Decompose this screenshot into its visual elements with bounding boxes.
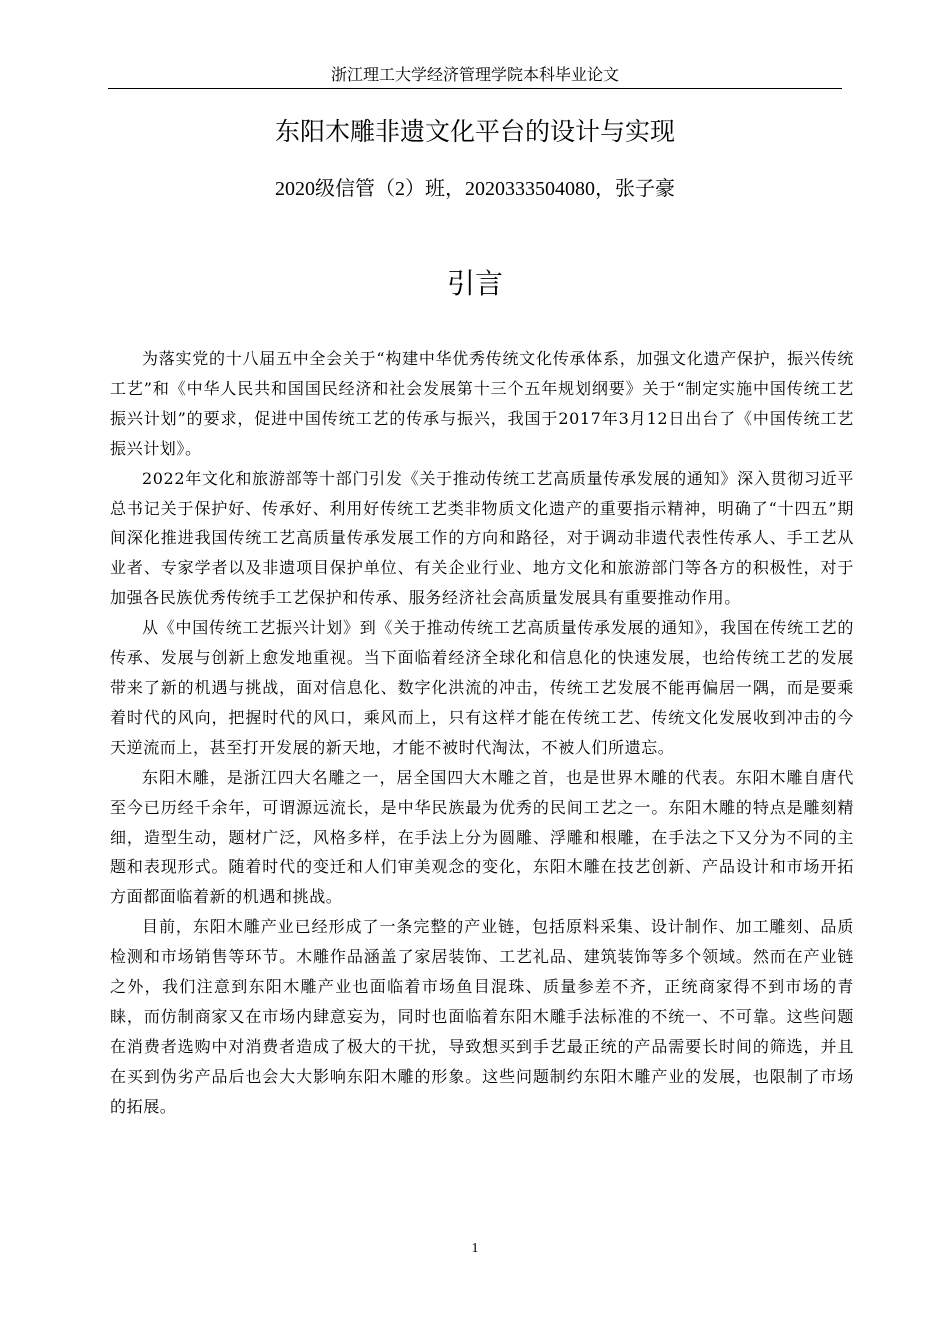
- paragraph: 东阳木雕，是浙江四大名雕之一，居全国四大木雕之首，也是世界木雕的代表。东阳木雕自唐代至今已历经千余年，可谓源远流长，是中华民族最为优秀的民间工艺之一。东阳木雕的特点是雕刻精细，造型生动，题材广泛，风格多样，在手法上分为圆雕、浮雕和根雕，在手法之下又分为不同的主题和表现形式。随着时代的变迁和人们审美观念的变化，东阳木雕在技艺创新、产品设计和市场开拓方面都面临着新的机遇和挑战。: [110, 767, 854, 907]
- running-header: 浙江理工大学经济管理学院本科毕业论文: [330, 65, 619, 84]
- paragraph: 2022年文化和旅游部等十部门引发《关于推动传统工艺高质量传承发展的通知》深入贯彻习近平总书记关于保护好、传承好、利用好传统工艺类非物质文化遗产的重要指示精神，明确了“十四五”期间深化推进我国传统工艺高质量传承发展工作的方向和路径，对于调动非遗代表性传承人、手工艺从业者、专家学者以及非遗项目保护单位、有关企业行业、地方文化和旅游部门等各方的积极性，对于加强各民族优秀传统手工艺保护和传承、服务经济社会高质量发展具有重要推动作用。: [110, 468, 854, 608]
- body-text: [110, 344, 854, 1122]
- paragraph: 为落实党的十八届五中全会关于“构建中华优秀传统文化传承体系，加强文化遗产保护，振兴传统工艺”和《中华人民共和国国民经济和社会发展第十三个五年规划纲要》关于“制定实施中国传统工艺振兴计划”的要求，促进中国传统工艺的传承与振兴，我国于2017年3月12日出台了《中国传统工艺振兴计划》。: [110, 349, 854, 458]
- author-line: 2020级信管（2）班，2020333504080，张子豪: [275, 178, 675, 200]
- paper-title: 东阳木雕非遗文化平台的设计与实现: [274, 117, 675, 146]
- page-number: 1: [471, 1241, 479, 1256]
- section-heading: 引言: [446, 267, 503, 300]
- paragraph: 目前，东阳木雕产业已经形成了一条完整的产业链，包括原料采集、设计制作、加工雕刻、品质检测和市场销售等环节。木雕作品涵盖了家居装饰、工艺礼品、建筑装饰等多个领域。然而在产业链之外，我们注意到东阳木雕产业也面临着市场鱼目混珠、质量参差不齐，正统商家得不到市场的青睐，而仿制商家又在市场内肆意妄为，同时也面临着东阳木雕手法标准的不统一、不可靠。这些问题在消费者选购中对消费者造成了极大的干扰，导致想买到手艺最正统的产品需要长时间的筛选，并且在买到伪劣产品后也会大大影响东阳木雕的形象。这些问题制约东阳木雕产业的发展，也限制了市场的拓展。: [110, 917, 854, 1116]
- header-rule: [108, 88, 842, 89]
- paragraph: 从《中国传统工艺振兴计划》到《关于推动传统工艺高质量传承发展的通知》，我国在传统工艺的传承、发展与创新上愈发地重视。当下面临着经济全球化和信息化的快速发展，也给传统工艺的发展带来了新的机遇与挑战，面对信息化、数字化洪流的冲击，传统工艺发展不能再偏居一隅，而是要乘着时代的风向，把握时代的风口，乘风而上，只有这样才能在传统工艺、传统文化发展收到冲击的今天逆流而上，甚至打开发展的新天地，才能不被时代淘汰，不被人们所遗忘。: [110, 618, 854, 757]
